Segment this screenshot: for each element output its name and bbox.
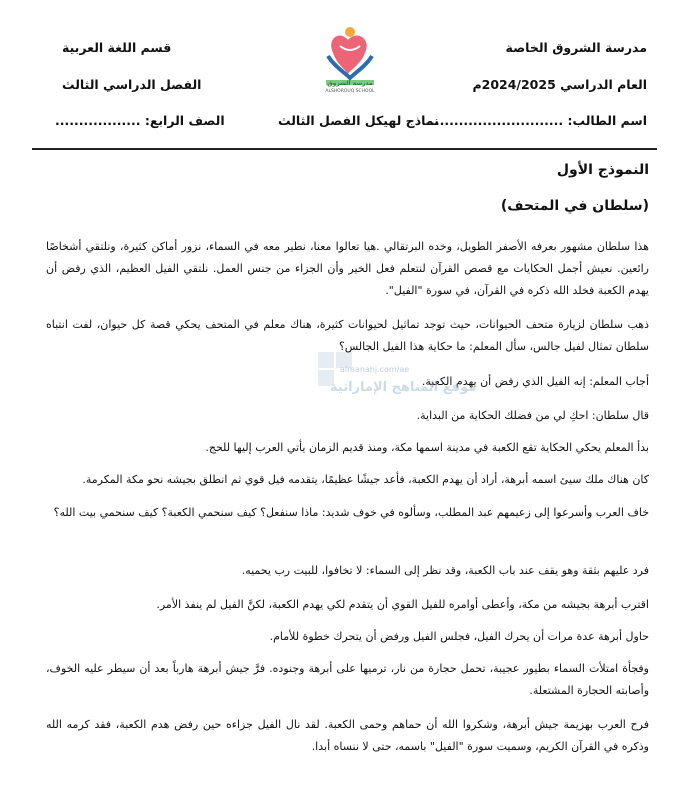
- exam-title: نماذج لهيكل الفصل الثالث: [278, 113, 439, 128]
- paragraph-10: حاول أبرهة عدة مرات أن يحرك الفيل، فجلس الفيل ورفض أن يتحرك خطوة للأمام.: [269, 630, 649, 643]
- academic-year: العام الدراسي 2024/2025م: [472, 77, 647, 92]
- logo-subtext: ALSHOROUQ SCHOOL: [325, 89, 375, 94]
- paragraph-6: كان هناك ملك سيئ اسمه أبرهة، أراد أن يهدم الكعبة، فأعد جيشًا عظيمًا، يتقدمه فيل قوي ثم انطلق بجيشه نحو مكة المكرمة.: [82, 473, 649, 486]
- paragraph-4: قال سلطان: احكِ لي من فضلك الحكاية من البداية.: [416, 409, 649, 422]
- term: الفصل الدراسي الثالث: [62, 77, 202, 92]
- department: قسم اللغة العربية: [62, 40, 172, 55]
- watermark-logo: [308, 348, 428, 408]
- school-logo: [318, 20, 382, 98]
- school-name: مدرسة الشروق الخاصة: [505, 40, 647, 55]
- paragraph-7: خاف العرب وأسرعوا إلى زعيمهم عبد المطلب، وسألوه في خوف شديد: ماذا سنفعل؟ كيف سنحمي الكعبة؟ كيف سنحمي بيت الله؟: [53, 506, 649, 519]
- grade-field: الصف الرابع: ..................: [55, 113, 225, 128]
- watermark-url: almanahj.com/ae: [340, 365, 410, 374]
- logo-text: مدرسة الشروق: [327, 80, 373, 87]
- paragraph-9: اقترب أبرهة بجيشه من مكة، وأعطى أوامره للفيل القوي أن يتقدم لكي يهدم الكعبة، لكنَّ الفيل لم ينفذ الأمر.: [156, 598, 649, 611]
- paragraph-12: فرح العرب بهزيمة جيش أبرهة، وشكروا الله أن حماهم وحمى الكعبة. لقد نال الفيل جزاءه حين رفض هدم الكعبة، فقد كرمه الله وذكره في القرآن الكريم، وسميت سورة "الفيل" باسمه، حتى لا ننساه أبدا.: [46, 718, 649, 753]
- paragraph-3: أجاب المعلم: إنه الفيل الذي رفض أن يهدم الكعبة.: [421, 375, 649, 388]
- story-title: (سلطان في المتحف): [500, 198, 649, 214]
- paragraph-11: وفجأة امتلأت السماء بطيور عجيبة، تحمل حجارة من نار، ترميها على أبرهة وجنوده. فرَّ جيش أبرهة هارباً بعد أن سيطر عليه الخوف، وأصابته الحجارة المشتعلة.: [46, 662, 649, 697]
- header-divider: [32, 148, 657, 150]
- model-title: النموذج الأول: [556, 162, 649, 178]
- student-name-field: اسم الطالب: .............................: [425, 113, 647, 128]
- paragraph-1: هذا سلطان مشهور بعرفه الأصفر الطويل، وخده البرتقالي .هيا تعالوا معنا، نطير معه في السماء، نزور أماكن كثيرة، ونلتقي أشخاصًا رائعين. نعيش أجمل الحكايات مع قصص القرآن لنتعلم فعل الخير وأن الجزاء من جنس العمل. نلتقي الفيل العظيم، الذي رفض أن يهدم الكعبة فخلد الله ذكره في القرآن، في سورة "الفيل".: [46, 240, 649, 297]
- paragraph-8: فرد عليهم بثقة وهو يقف عند باب الكعبة، وقد نظر إلى السماء: لا تخافوا، للبيت رب يحميه.: [241, 564, 649, 577]
- paragraph-2: ذهب سلطان لزيارة متحف الحيوانات، حيث توجد تماثيل لحيوانات كثيرة، هناك معلم في المتحف يحكي قصة كل حيوان، لفت انتباه سلطان تمثال لفيل جالس، سأل المعلم: ما حكاية هذا الفيل الجالس؟: [46, 318, 649, 353]
- watermark-text: موقع المناهج الإماراتية: [330, 380, 477, 395]
- paragraph-5: بدأ المعلم يحكي الحكاية تقع الكعبة في مدينة اسمها مكة، ومنذ قديم الزمان يأتي العرب إليها للحج.: [205, 441, 649, 454]
